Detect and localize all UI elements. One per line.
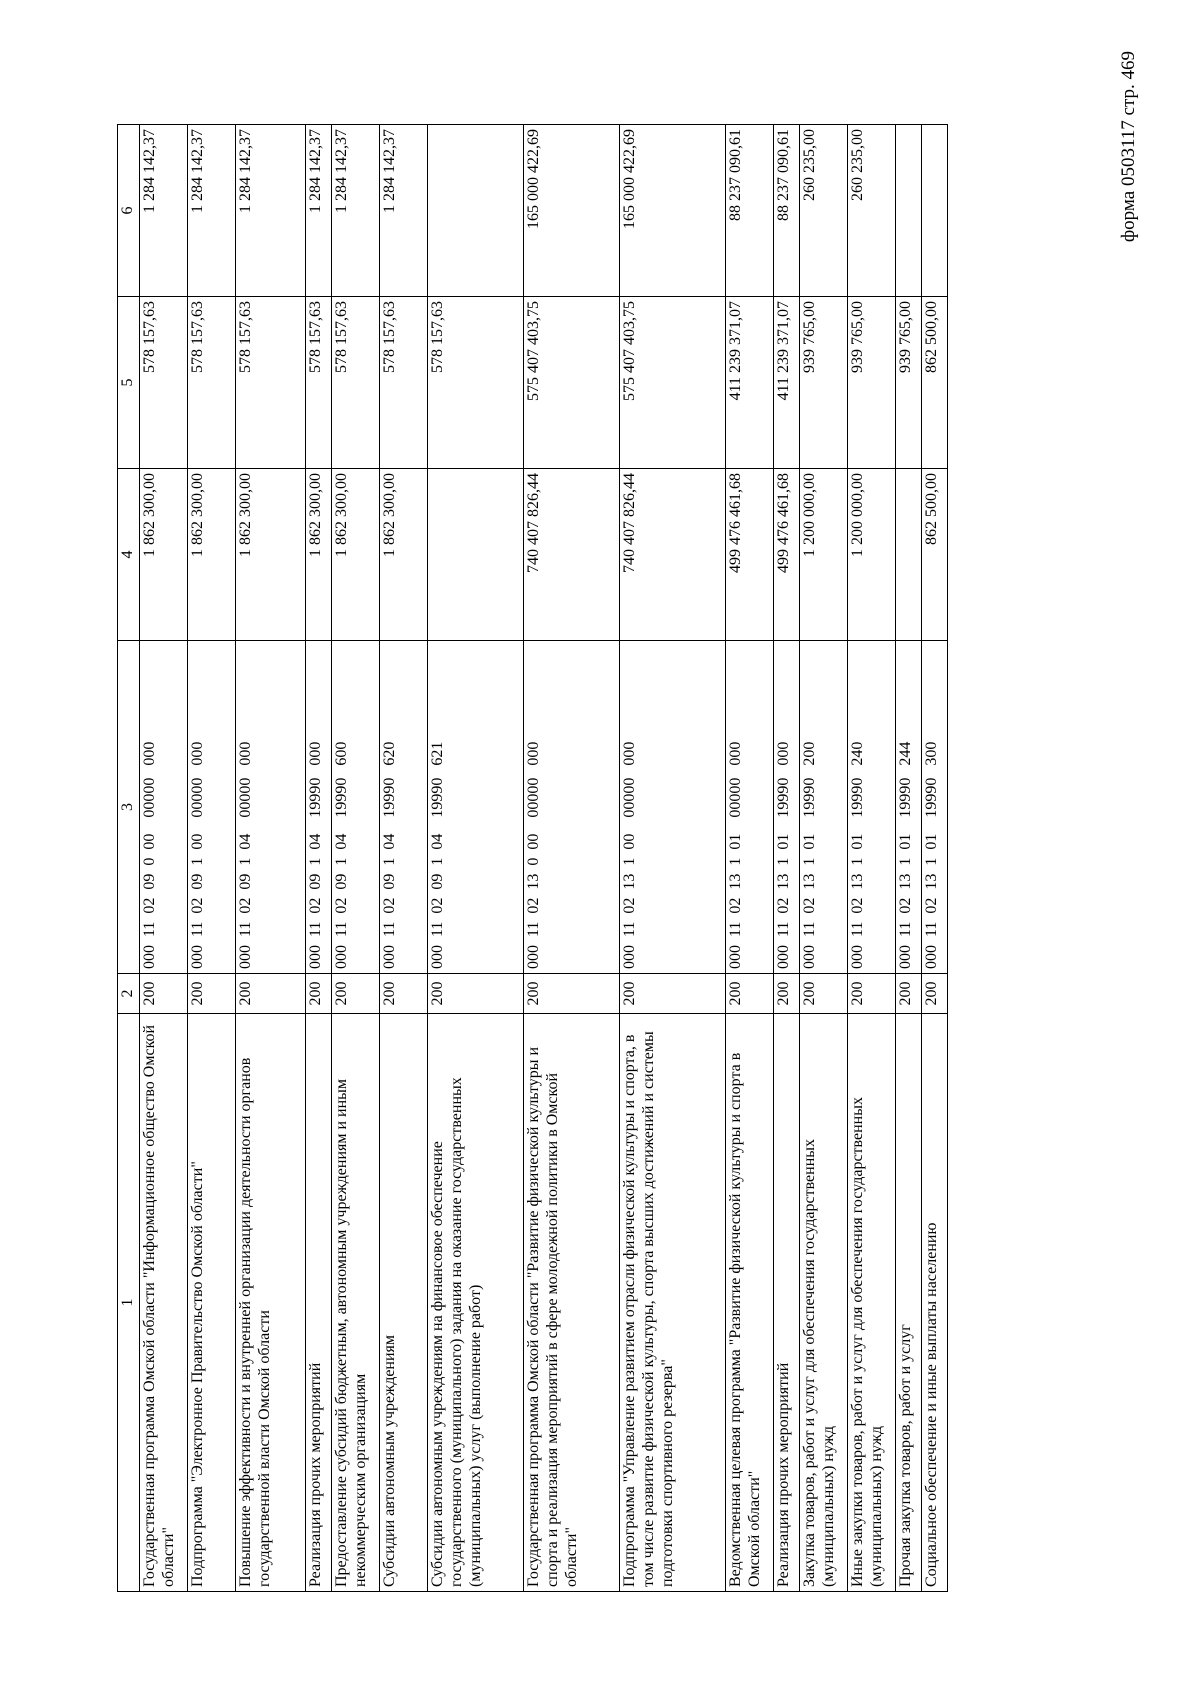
row-name-cell: Реализация прочих мероприятий [306,1014,332,1592]
row-name-cell: Государственная программа Омской области "Развитие физической культуры и спорта и реализация мероприятий в сфере молодежной политики в Омской области" [524,1014,620,1592]
table-row [380,125,428,1592]
row-name-cell: Повышение эффективности и внутренней организации деятельности органов государственной власти Омской области [236,1014,306,1592]
row-name-cell: Государственная программа Омской области "Информационное общество Омской области" [140,1014,188,1592]
row-line-code-cell: 200 [140,974,188,1014]
row-approved-cell: 499 476 461,68 [774,469,800,641]
row-approved-cell: 740 407 826,44 [524,469,620,641]
row-name-cell: Ведомственная целевая программа "Развитие физической культуры и спорта в Омской области" [726,1014,774,1592]
row-approved-cell: 862 500,00 [922,469,948,641]
row-unexecuted-cell: 260 235,00 [848,125,896,297]
row-budget-code-cell: 000 11 02 09 1 04 19990 621 [428,641,524,974]
row-line-code-cell: 200 [428,974,524,1014]
row-budget-code-cell: 000 11 02 09 1 04 19990 620 [380,641,428,974]
table-row [620,125,726,1592]
row-name-cell: Прочая закупка товаров, работ и услуг [896,1014,922,1592]
table-row [896,125,922,1592]
row-approved-cell: 1 862 300,00 [380,469,428,641]
row-name-cell: Подпрограмма "Управление развитием отрасли физической культуры и спорта, в том числе развитие физической культуры, спорта высших достижений и системы подготовки спортивного резерва" [620,1014,726,1592]
row-budget-code-cell: 000 11 02 09 1 00 00000 000 [188,641,236,974]
row-name-cell: Предоставление субсидий бюджетным, автономным учреждениям и иным некоммерческим организациям [332,1014,380,1592]
row-unexecuted-cell: 165 000 422,69 [620,125,726,297]
row-executed-cell: 578 157,63 [140,297,188,469]
row-executed-cell: 578 157,63 [428,297,524,469]
row-line-code-cell: 200 [306,974,332,1014]
row-budget-code-cell: 000 11 02 13 1 01 19990 000 [774,641,800,974]
column-header: 5 [118,297,140,469]
column-header: 6 [118,125,140,297]
row-approved-cell: 1 200 000,00 [800,469,848,641]
form-page-label: форма 0503117 стр. 469 [1118,51,1139,243]
row-name-cell: Социальное обеспечение и иные выплаты населению [922,1014,948,1592]
row-unexecuted-cell [428,125,524,297]
row-name-cell: Реализация прочих мероприятий [774,1014,800,1592]
row-budget-code-cell: 000 11 02 13 1 01 00000 000 [726,641,774,974]
row-line-code-cell: 200 [332,974,380,1014]
row-unexecuted-cell: 260 235,00 [800,125,848,297]
row-approved-cell: 1 862 300,00 [332,469,380,641]
row-executed-cell: 939 765,00 [896,297,922,469]
row-unexecuted-cell: 1 284 142,37 [188,125,236,297]
table-row [428,125,524,1592]
table-row [236,125,306,1592]
table-row [800,125,848,1592]
row-approved-cell: 740 407 826,44 [620,469,726,641]
row-unexecuted-cell [896,125,922,297]
row-name-cell: Иные закупки товаров, работ и услуг для обеспечения государственных (муниципальных) нужд [848,1014,896,1592]
row-executed-cell: 939 765,00 [800,297,848,469]
row-executed-cell: 575 407 403,75 [524,297,620,469]
row-executed-cell: 578 157,63 [332,297,380,469]
row-budget-code-cell: 000 11 02 13 1 01 19990 240 [848,641,896,974]
row-name-cell: Закупка товаров, работ и услуг для обеспечения государственных (муниципальных) нужд [800,1014,848,1592]
row-approved-cell: 499 476 461,68 [726,469,774,641]
row-unexecuted-cell: 1 284 142,37 [306,125,332,297]
row-approved-cell: 1 862 300,00 [306,469,332,641]
column-header: 2 [118,974,140,1014]
row-executed-cell: 862 500,00 [922,297,948,469]
column-header: 1 [118,1014,140,1592]
row-line-code-cell: 200 [800,974,848,1014]
row-line-code-cell: 200 [774,974,800,1014]
row-budget-code-cell: 000 11 02 09 1 04 19990 600 [332,641,380,974]
column-header: 4 [118,469,140,641]
table-body [118,125,948,1592]
table-row [332,125,380,1592]
row-executed-cell: 411 239 371,07 [774,297,800,469]
row-executed-cell: 578 157,63 [188,297,236,469]
row-unexecuted-cell: 165 000 422,69 [524,125,620,297]
row-line-code-cell: 200 [922,974,948,1014]
row-approved-cell [896,469,922,641]
row-line-code-cell: 200 [726,974,774,1014]
column-number-row [118,125,140,1592]
row-approved-cell [428,469,524,641]
row-line-code-cell: 200 [236,974,306,1014]
table-row [774,125,800,1592]
table-row [726,125,774,1592]
row-name-cell: Подпрограмма "Электронное Правительство Омской области" [188,1014,236,1592]
table-row [848,125,896,1592]
row-budget-code-cell: 000 11 02 13 1 01 19990 200 [800,641,848,974]
row-budget-code-cell: 000 11 02 09 1 04 00000 000 [236,641,306,974]
row-approved-cell: 1 862 300,00 [140,469,188,641]
row-executed-cell: 578 157,63 [306,297,332,469]
row-unexecuted-cell: 1 284 142,37 [140,125,188,297]
row-line-code-cell: 200 [620,974,726,1014]
row-unexecuted-cell: 1 284 142,37 [380,125,428,297]
column-header: 3 [118,641,140,974]
row-line-code-cell: 200 [848,974,896,1014]
row-approved-cell: 1 200 000,00 [848,469,896,641]
row-name-cell: Субсидии автономным учреждениям на финансовое обеспечение государственного (муниципального) задания на оказание государственных (муниципальных) услуг (выполнение работ) [428,1014,524,1592]
table-row [140,125,188,1592]
row-executed-cell: 939 765,00 [848,297,896,469]
row-budget-code-cell: 000 11 02 13 1 00 00000 000 [620,641,726,974]
budget-execution-table [117,124,948,1592]
row-unexecuted-cell: 88 237 090,61 [774,125,800,297]
row-line-code-cell: 200 [380,974,428,1014]
row-unexecuted-cell [922,125,948,297]
row-executed-cell: 578 157,63 [236,297,306,469]
row-budget-code-cell: 000 11 02 09 0 00 00000 000 [140,641,188,974]
row-budget-code-cell: 000 11 02 13 1 01 19990 300 [922,641,948,974]
table-row [306,125,332,1592]
table-row [188,125,236,1592]
table-row [524,125,620,1592]
row-line-code-cell: 200 [524,974,620,1014]
row-line-code-cell: 200 [896,974,922,1014]
row-line-code-cell: 200 [188,974,236,1014]
row-approved-cell: 1 862 300,00 [236,469,306,641]
row-budget-code-cell: 000 11 02 09 1 04 19990 000 [306,641,332,974]
row-unexecuted-cell: 1 284 142,37 [332,125,380,297]
row-executed-cell: 575 407 403,75 [620,297,726,469]
row-executed-cell: 578 157,63 [380,297,428,469]
row-budget-code-cell: 000 11 02 13 0 00 00000 000 [524,641,620,974]
row-unexecuted-cell: 88 237 090,61 [726,125,774,297]
row-name-cell: Субсидии автономным учреждениям [380,1014,428,1592]
row-executed-cell: 411 239 371,07 [726,297,774,469]
table-row [922,125,948,1592]
row-unexecuted-cell: 1 284 142,37 [236,125,306,297]
row-approved-cell: 1 862 300,00 [188,469,236,641]
row-budget-code-cell: 000 11 02 13 1 01 19990 244 [896,641,922,974]
